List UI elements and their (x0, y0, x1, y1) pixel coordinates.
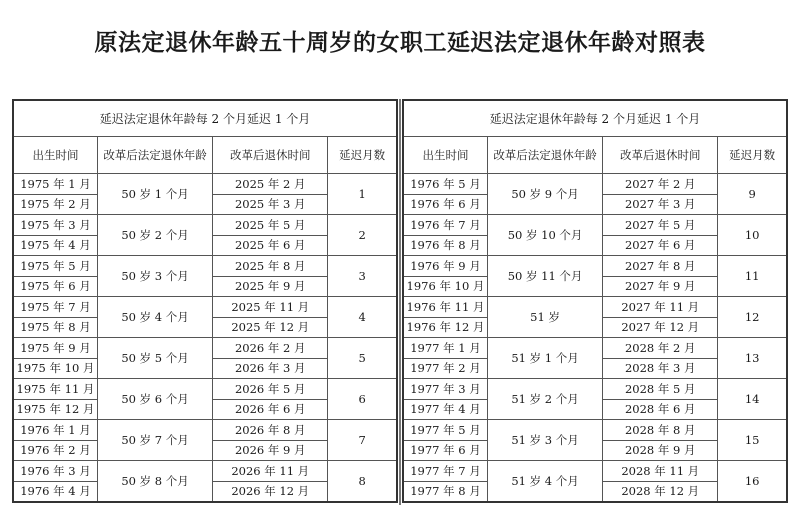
delay-months-cell: 8 (328, 461, 397, 503)
birth-date-cell: 1976 年 10 月 (403, 276, 487, 297)
delay-months-cell: 6 (328, 379, 397, 420)
retirement-date-cell: 2025 年 11 月 (213, 297, 328, 318)
table-row (403, 379, 787, 400)
table-row (403, 297, 787, 318)
retirement-age-cell: 51 岁 2 个月 (487, 379, 602, 420)
birth-date-cell: 1977 年 8 月 (403, 481, 487, 502)
birth-date-cell: 1975 年 11 月 (13, 379, 97, 400)
table-row (13, 420, 397, 441)
birth-date-cell: 1976 年 2 月 (13, 440, 97, 461)
birth-date-cell: 1976 年 7 月 (403, 215, 487, 236)
delay-months-cell: 10 (718, 215, 787, 256)
retirement-date-cell: 2027 年 2 月 (603, 174, 718, 195)
retirement-date-cell: 2027 年 9 月 (603, 276, 718, 297)
table-row (13, 256, 397, 277)
retirement-age-cell: 50 岁 7 个月 (97, 420, 212, 461)
comparison-table-left (12, 99, 398, 503)
birth-date-cell: 1975 年 9 月 (13, 338, 97, 359)
birth-date-cell: 1976 年 8 月 (403, 235, 487, 256)
birth-date-cell: 1975 年 1 月 (13, 174, 97, 195)
retirement-age-cell: 51 岁 (487, 297, 602, 338)
retirement-date-cell: 2028 年 12 月 (603, 481, 718, 502)
retirement-date-cell: 2027 年 12 月 (603, 317, 718, 338)
retirement-date-cell: 2028 年 9 月 (603, 440, 718, 461)
birth-date-cell: 1976 年 9 月 (403, 256, 487, 277)
header-new-retirement-age: 改革后法定退休年龄 (487, 137, 602, 174)
birth-date-cell: 1977 年 2 月 (403, 358, 487, 379)
birth-date-cell: 1975 年 8 月 (13, 317, 97, 338)
table-row (403, 174, 787, 195)
retirement-date-cell: 2026 年 12 月 (213, 481, 328, 502)
header-row (13, 137, 397, 174)
delay-months-cell: 11 (718, 256, 787, 297)
retirement-date-cell: 2025 年 8 月 (213, 256, 328, 277)
retirement-date-cell: 2025 年 2 月 (213, 174, 328, 195)
retirement-date-cell: 2026 年 8 月 (213, 420, 328, 441)
birth-date-cell: 1976 年 4 月 (13, 481, 97, 502)
birth-date-cell: 1977 年 3 月 (403, 379, 487, 400)
table-row (13, 174, 397, 195)
retirement-date-cell: 2025 年 12 月 (213, 317, 328, 338)
birth-date-cell: 1976 年 3 月 (13, 461, 97, 482)
table-row (13, 461, 397, 482)
birth-date-cell: 1975 年 10 月 (13, 358, 97, 379)
retirement-age-cell: 50 岁 8 个月 (97, 461, 212, 503)
table-row (403, 256, 787, 277)
retirement-age-cell: 51 岁 4 个月 (487, 461, 602, 503)
header-birth-date: 出生时间 (13, 137, 97, 174)
birth-date-cell: 1976 年 6 月 (403, 194, 487, 215)
birth-date-cell: 1975 年 2 月 (13, 194, 97, 215)
birth-date-cell: 1977 年 4 月 (403, 399, 487, 420)
retirement-date-cell: 2026 年 6 月 (213, 399, 328, 420)
table-caption: 延迟法定退休年龄每 2 个月延迟 1 个月 (13, 100, 397, 137)
retirement-date-cell: 2028 年 3 月 (603, 358, 718, 379)
retirement-date-cell: 2026 年 5 月 (213, 379, 328, 400)
delay-months-cell: 9 (718, 174, 787, 215)
delay-months-cell: 3 (328, 256, 397, 297)
retirement-age-cell: 50 岁 9 个月 (487, 174, 602, 215)
table-row (403, 420, 787, 441)
delay-months-cell: 12 (718, 297, 787, 338)
header-delay-months: 延迟月数 (718, 137, 787, 174)
birth-date-cell: 1975 年 6 月 (13, 276, 97, 297)
birth-date-cell: 1975 年 12 月 (13, 399, 97, 420)
delay-months-cell: 7 (328, 420, 397, 461)
delay-months-cell: 2 (328, 215, 397, 256)
delay-months-cell: 13 (718, 338, 787, 379)
retirement-date-cell: 2028 年 11 月 (603, 461, 718, 482)
table-row (13, 215, 397, 236)
retirement-date-cell: 2026 年 9 月 (213, 440, 328, 461)
birth-date-cell: 1975 年 3 月 (13, 215, 97, 236)
retirement-age-cell: 50 岁 2 个月 (97, 215, 212, 256)
comparison-table-right (402, 99, 788, 503)
retirement-age-cell: 50 岁 6 个月 (97, 379, 212, 420)
header-new-retirement-date: 改革后退休时间 (213, 137, 328, 174)
delay-months-cell: 5 (328, 338, 397, 379)
header-new-retirement-date: 改革后退休时间 (603, 137, 718, 174)
header-delay-months: 延迟月数 (328, 137, 397, 174)
retirement-date-cell: 2025 年 3 月 (213, 194, 328, 215)
header-row (403, 137, 787, 174)
retirement-age-cell: 50 岁 3 个月 (97, 256, 212, 297)
caption-row (13, 100, 397, 137)
table-row (13, 338, 397, 359)
retirement-age-cell: 50 岁 1 个月 (97, 174, 212, 215)
retirement-date-cell: 2026 年 2 月 (213, 338, 328, 359)
birth-date-cell: 1977 年 7 月 (403, 461, 487, 482)
header-new-retirement-age: 改革后法定退休年龄 (97, 137, 212, 174)
comparison-tables (12, 99, 788, 505)
birth-date-cell: 1976 年 5 月 (403, 174, 487, 195)
page-title: 原法定退休年龄五十周岁的女职工延迟法定退休年龄对照表 (94, 30, 706, 56)
delay-months-cell: 1 (328, 174, 397, 215)
table-row (13, 379, 397, 400)
retirement-date-cell: 2027 年 5 月 (603, 215, 718, 236)
birth-date-cell: 1975 年 7 月 (13, 297, 97, 318)
birth-date-cell: 1977 年 5 月 (403, 420, 487, 441)
retirement-age-cell: 50 岁 4 个月 (97, 297, 212, 338)
retirement-date-cell: 2026 年 11 月 (213, 461, 328, 482)
retirement-age-cell: 51 岁 1 个月 (487, 338, 602, 379)
birth-date-cell: 1976 年 11 月 (403, 297, 487, 318)
birth-date-cell: 1975 年 5 月 (13, 256, 97, 277)
retirement-date-cell: 2027 年 11 月 (603, 297, 718, 318)
retirement-date-cell: 2027 年 3 月 (603, 194, 718, 215)
birth-date-cell: 1976 年 12 月 (403, 317, 487, 338)
retirement-age-cell: 50 岁 5 个月 (97, 338, 212, 379)
retirement-date-cell: 2028 年 6 月 (603, 399, 718, 420)
retirement-date-cell: 2028 年 8 月 (603, 420, 718, 441)
retirement-date-cell: 2028 年 2 月 (603, 338, 718, 359)
delay-months-cell: 4 (328, 297, 397, 338)
header-birth-date: 出生时间 (403, 137, 487, 174)
birth-date-cell: 1977 年 6 月 (403, 440, 487, 461)
retirement-date-cell: 2025 年 5 月 (213, 215, 328, 236)
retirement-age-cell: 50 岁 11 个月 (487, 256, 602, 297)
caption-row (403, 100, 787, 137)
delay-months-cell: 16 (718, 461, 787, 503)
retirement-date-cell: 2025 年 9 月 (213, 276, 328, 297)
retirement-date-cell: 2027 年 8 月 (603, 256, 718, 277)
table-caption: 延迟法定退休年龄每 2 个月延迟 1 个月 (403, 100, 787, 137)
delay-months-cell: 15 (718, 420, 787, 461)
delay-months-cell: 14 (718, 379, 787, 420)
retirement-date-cell: 2025 年 6 月 (213, 235, 328, 256)
birth-date-cell: 1976 年 1 月 (13, 420, 97, 441)
table-row (403, 215, 787, 236)
table-row (403, 461, 787, 482)
table-row (403, 338, 787, 359)
birth-date-cell: 1975 年 4 月 (13, 235, 97, 256)
retirement-date-cell: 2028 年 5 月 (603, 379, 718, 400)
table-row (13, 297, 397, 318)
birth-date-cell: 1977 年 1 月 (403, 338, 487, 359)
retirement-age-cell: 51 岁 3 个月 (487, 420, 602, 461)
table-divider (399, 99, 401, 505)
retirement-date-cell: 2027 年 6 月 (603, 235, 718, 256)
retirement-date-cell: 2026 年 3 月 (213, 358, 328, 379)
retirement-age-cell: 50 岁 10 个月 (487, 215, 602, 256)
